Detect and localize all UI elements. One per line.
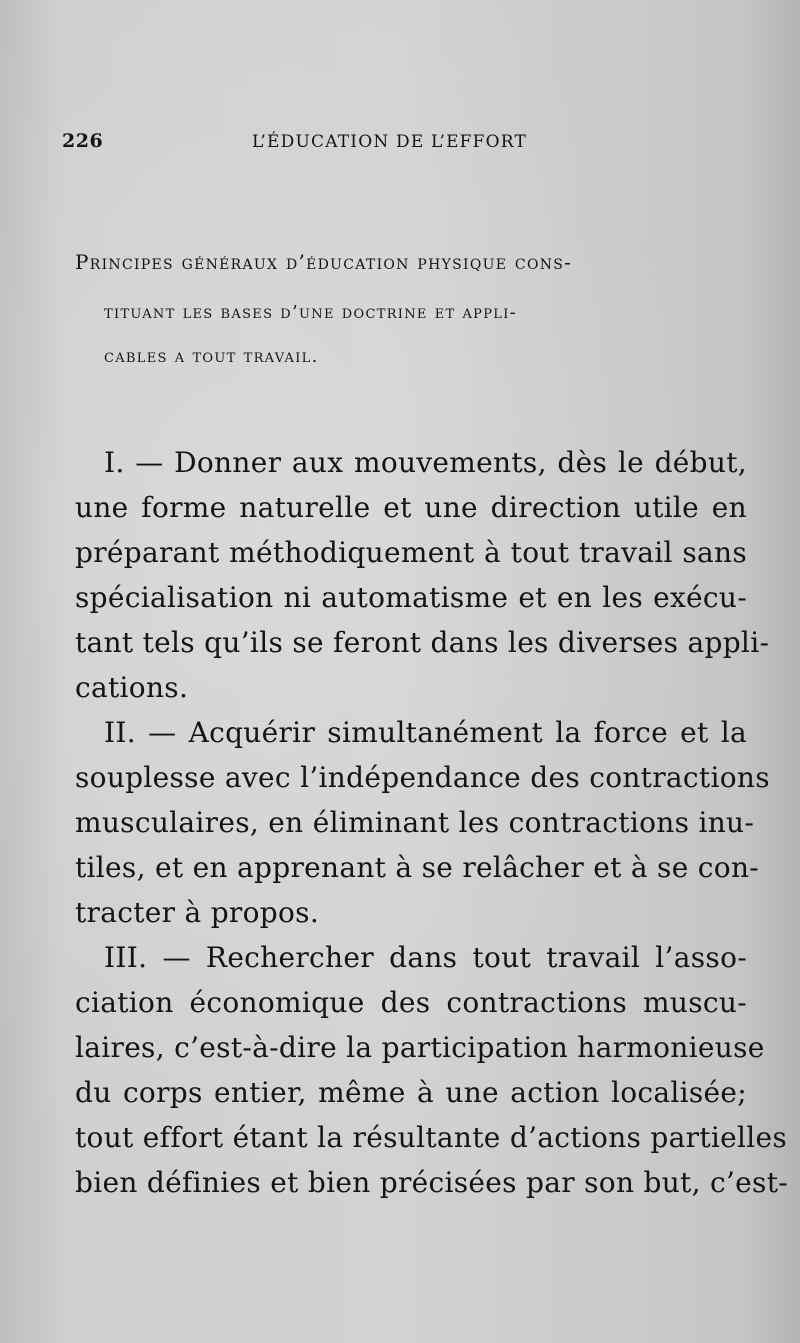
paragraph-3-line: tout effort étant la résultante d’actions partielles [75,1121,788,1154]
heading-line: tituant les bases d’une doctrine et appli- [104,302,518,323]
heading-line: Principes généraux d’éducation physique cons- [75,250,573,274]
paragraph-1-line: tant tels qu’ils se feront dans les diverses appli- [75,626,770,659]
heading-line: cables a tout travail. [104,346,319,367]
paragraph-1-line: spécialisation ni automatisme et en les exécu- [75,581,747,614]
paragraph-1-line: une forme naturelle et une direction utile en [75,491,747,524]
paragraph-3-line: laires, c’est-à-dire la participation harmonieuse [75,1031,765,1064]
page-number: 226 [62,130,104,152]
paragraph-1-line: cations. [75,671,189,704]
paragraph-3-line: du corps entier, même à une action localisée; [75,1076,747,1109]
paragraph-1-line: I. — Donner aux mouvements, dès le début, [104,446,747,479]
paragraph-3-line: III. — Rechercher dans tout travail l’asso- [104,941,747,974]
paragraph-3-line: ciation économique des contractions muscu- [75,986,747,1019]
paragraph-2-line: musculaires, en éliminant les contractions inu- [75,806,755,839]
paragraph-2-line: tracter à propos. [75,896,320,929]
running-head [62,130,752,160]
running-title: L’ÉDUCATION DE L’EFFORT [252,132,528,152]
paragraph-1-line: préparant méthodiquement à tout travail sans [75,536,747,569]
paragraph-2-line: II. — Acquérir simultanément la force et la [104,716,747,749]
paragraph-2-line: tiles, et en apprenant à se relâcher et à se con- [75,851,760,884]
paragraph-2-line: souplesse avec l’indépendance des contractions [75,761,770,794]
paragraph-3-line: bien définies et bien précisées par son but, c’est- [75,1166,789,1199]
